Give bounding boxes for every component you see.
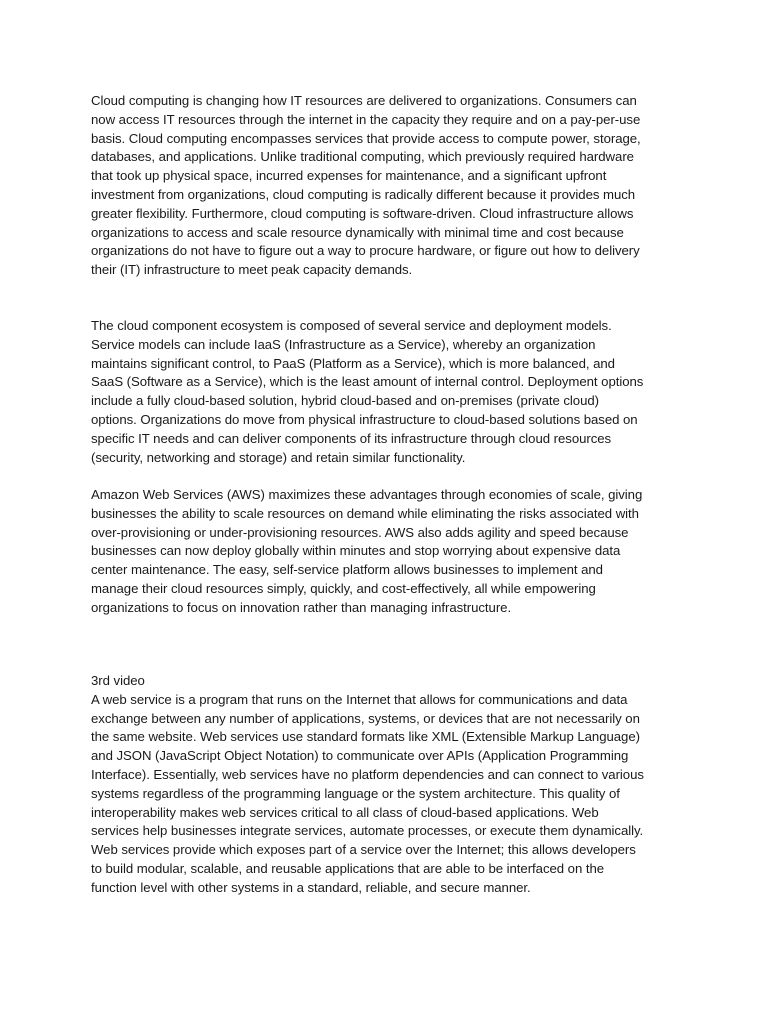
text-line: Service models can include IaaS (Infrastructure as a Service), whereby an organization	[91, 336, 596, 352]
text-line: services help businesses integrate services, automate processes, or execute them dynamically.	[91, 823, 644, 839]
paragraph-cloud-ecosystem	[91, 317, 691, 467]
text-line: The cloud component ecosystem is composed of several service and deployment models.	[91, 318, 612, 333]
text-line: (security, networking and storage) and retain similar functionality.	[91, 449, 466, 465]
text-line: manage their cloud resources simply, quickly, and cost-effectively, all while empowering	[91, 580, 596, 596]
text-line: basis. Cloud computing encompasses services that provide access to compute power, storage,	[91, 130, 641, 146]
text-line: systems regardless of the programming language or the system architecture. This quality of	[91, 785, 620, 801]
text-line: investment from organizations, cloud computing is radically different because it provides much	[91, 186, 636, 202]
text-line: Web services provide which exposes part of a service over the Internet; this allows developers	[91, 842, 636, 858]
text-line: databases, and applications. Unlike traditional computing, which previously required hardware	[91, 149, 634, 165]
text-line: organizations to access and scale resource dynamically with minimal time and cost because	[91, 224, 624, 240]
text-line: specific IT needs and can deliver components of its infrastructure through cloud resources	[91, 430, 612, 446]
text-line: businesses can now deploy globally within minutes and stop worrying about expensive data	[91, 543, 621, 559]
text-line: A web service is a program that runs on the Internet that allows for communications and data	[91, 691, 628, 707]
text-line: organizations to focus on innovation rather than managing infrastructure.	[91, 599, 512, 615]
text-line: function level with other systems in a standard, reliable, and secure manner.	[91, 879, 531, 895]
text-line: include a fully cloud-based solution, hybrid cloud-based and on-premises (private cloud)	[91, 393, 600, 409]
text-line: organizations do not have to figure out a way to procure hardware, or figure out how to delivery	[91, 243, 640, 259]
text-line: SaaS (Software as a Service), which is the least amount of internal control. Deployment options	[91, 374, 644, 390]
text-line: that took up physical space, incurred expenses for maintenance, and a significant upfront	[91, 168, 607, 184]
text-line: Interface). Essentially, web services have no platform dependencies and can connect to various	[91, 766, 644, 782]
text-line: maintains significant control, to PaaS (Platform as a Service), which is more balanced, and	[91, 355, 615, 371]
text-line: the same website. Web services use standard formats like XML (Extensible Markup Language)	[91, 729, 640, 745]
text-line: interoperability makes web services critical to all class of cloud-based applications. Web	[91, 804, 599, 820]
text-line: options. Organizations do move from physical infrastructure to cloud-based solutions based on	[91, 411, 638, 427]
paragraph-web-services	[91, 672, 691, 898]
section-heading: 3rd video	[91, 673, 145, 688]
paragraph-aws	[91, 486, 691, 618]
text-line: to build modular, scalable, and reusable applications that are able to be interfaced on the	[91, 860, 605, 876]
text-line: greater flexibility. Furthermore, cloud computing is software-driven. Cloud infrastructure allows	[91, 205, 634, 221]
text-line: Amazon Web Services (AWS) maximizes these advantages through economies of scale, giving	[91, 487, 643, 502]
text-line: exchange between any number of applications, systems, or devices that are not necessarily on	[91, 710, 640, 726]
text-line: businesses the ability to scale resources on demand while eliminating the risks associated with	[91, 505, 639, 521]
text-line: now access IT resources through the internet in the capacity they require and on a pay-per-use	[91, 111, 641, 127]
text-line: Cloud computing is changing how IT resources are delivered to organizations. Consumers can	[91, 93, 637, 108]
text-line: over-provisioning or under-provisioning resources. AWS also adds agility and speed because	[91, 524, 629, 540]
text-line: center maintenance. The easy, self-service platform allows businesses to implement and	[91, 562, 603, 578]
text-line: their (IT) infrastructure to meet peak capacity demands.	[91, 262, 413, 278]
text-line: and JSON (JavaScript Object Notation) to communicate over APIs (Application Programming	[91, 748, 629, 764]
paragraph-cloud-computing	[91, 92, 691, 280]
